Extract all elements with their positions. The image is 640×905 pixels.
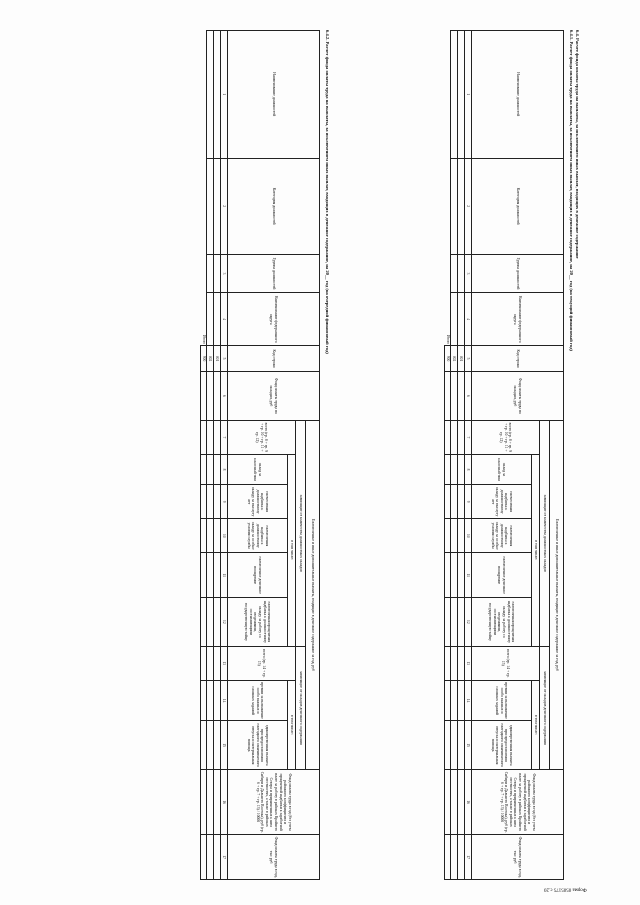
- fot-table-next-year: [200, 30, 320, 880]
- col-header-including: в том числе:: [288, 454, 296, 646]
- col-header-federal-district: Наименование федерального округа: [472, 293, 564, 346]
- col-header-row-code: Код строки: [472, 346, 564, 372]
- num-11: 11: [465, 553, 472, 598]
- total-row: [445, 31, 451, 880]
- col-header-c15: единовременная выплата при предоставлении ежегодного оплачиваемого отпуска и материальная помощь: [228, 721, 288, 770]
- num-16: 16: [465, 770, 472, 835]
- col-header-c12: ежемесячная процентная надбавка к должностному окладу за работу со сведениями, составляющими государственную тайну: [472, 597, 532, 646]
- num-3: 3: [221, 254, 228, 292]
- col-header-including-2: в том числе:: [532, 680, 540, 769]
- total-code: 900: [445, 346, 451, 372]
- row-code-002: 002: [451, 346, 458, 372]
- col-header-position-name: Наименование должностей: [472, 31, 564, 159]
- num-15: 15: [465, 721, 472, 770]
- col-header-c7: всего (гр. 8 + гр. 9 + гр. 10 + гр. 11 + гр. 12): [472, 420, 540, 454]
- num-5: 5: [465, 346, 472, 372]
- col-header-federal-district: Наименование федерального округа: [228, 293, 320, 346]
- num-10: 10: [221, 519, 228, 553]
- form-code: Форма 0505175 с.20: [544, 887, 587, 892]
- fot-table-current-year: [444, 30, 564, 880]
- table-row: [214, 31, 221, 880]
- col-header-salary-based: зависящие от количества должностных окладов: [296, 420, 306, 646]
- col-header-annual-fund-thousand: Фонд оплаты труда в год, тыс руб: [228, 835, 320, 880]
- col-header-group: Группа должностей: [472, 254, 564, 292]
- col-header-c15: единовременная выплата при предоставлении ежегодного оплачиваемого отпуска и материальная помощь: [472, 721, 532, 770]
- num-13: 13: [465, 646, 472, 680]
- section-subheading-current-year: 6.4.1. Расчет фонда оплаты труда на выплаты, за исключением иных выплат, входящих в денежное содержание, на 20__ год (на текущий финансовый год): [569, 30, 574, 351]
- num-15: 15: [221, 721, 228, 770]
- num-17: 17: [221, 835, 228, 880]
- num-2: 2: [465, 158, 472, 254]
- col-header-including-2: в том числе:: [288, 680, 296, 769]
- column-number-row: [465, 31, 472, 880]
- col-header-position-name: Наименование должностей: [228, 31, 320, 159]
- table-row: [458, 31, 465, 880]
- col-header-c10: ежемесячная надбавка к должностному окладу за особые условия службы: [472, 519, 532, 553]
- col-header-c7: всего (гр. 8 + гр. 9 + гр. 10 + гр. 11 + гр. 12): [228, 420, 296, 454]
- col-header-c13: всего (гр. 14 + гр. 15): [228, 646, 296, 680]
- num-8: 8: [221, 454, 228, 484]
- col-header-pay-based: зависящие от окладов денежного содержания: [296, 646, 306, 769]
- col-header-annual-fund-thousand: Фонд оплаты труда в год, тыс руб: [472, 835, 564, 880]
- col-header-c12: ежемесячная процентная надбавка к должностному окладу за работу со сведениями, составляющими государственную тайну: [228, 597, 288, 646]
- num-2: 2: [221, 158, 228, 254]
- num-12: 12: [465, 597, 472, 646]
- num-1: 1: [465, 31, 472, 159]
- col-header-additional-payments: Ежемесячные и иные дополнительные выплаты, входящие в денежное содержание за год, руб: [306, 420, 320, 769]
- num-16: 16: [221, 770, 228, 835]
- section-subheading-next-year: 6.4.2. Расчет фонда оплаты труда на выплаты, за исключением иных выплат, входящих в денежное содержание, на 20__ год (на очередной финансовый год): [325, 30, 330, 354]
- num-9: 9: [465, 484, 472, 518]
- rotated-sheet: [60, 30, 587, 892]
- col-header-salary-fund: Фонд оплаты труда по окладам, руб: [472, 372, 564, 421]
- col-header-c14: премии за выполнение особо важных и сложных заданий: [228, 680, 288, 720]
- num-5: 5: [221, 346, 228, 372]
- col-header-c14: премии за выполнение особо важных и сложных заданий: [472, 680, 532, 720]
- row-code-001: 001: [458, 346, 465, 372]
- num-14: 14: [221, 680, 228, 720]
- section-heading: 6.4. Расчет фонда оплаты труда на выплаты, за исключением иных выплат, входящих в денежное содержание: [575, 30, 580, 259]
- row-code-002: 002: [207, 346, 214, 372]
- num-1: 1: [221, 31, 228, 159]
- row-code-001: 001: [214, 346, 221, 372]
- num-9: 9: [221, 484, 228, 518]
- col-header-pay-based: зависящие от окладов денежного содержания: [540, 646, 550, 769]
- num-6: 6: [465, 372, 472, 421]
- total-row: [201, 31, 207, 880]
- total-label: Итого: [201, 335, 206, 345]
- col-header-salary-based: зависящие от количества должностных окладов: [540, 420, 550, 646]
- col-header-annual-fund-rub: Фонд оплаты труда в год (без учета районного коэффициента и процентной надбавки к заработной плате за работу в районах Крайнего Севера и приравненных к ним местностях, а также в районах Сибири и Дальнего Востока), руб (гр. 6 + гр. 7 + гр. 13) / 10000: [228, 770, 320, 835]
- col-header-annual-fund-rub: Фонд оплаты труда в год (без учета районного коэффициента и процентной надбавки к заработной плате за работу в районах Крайнего Севера и приравненных к ним местностях, а также в районах Сибири и Дальнего Востока), руб (гр. 6 + гр. 7 + гр. 13) / 10000: [472, 770, 564, 835]
- num-4: 4: [221, 293, 228, 346]
- col-header-c9: ежемесячная надбавка к должностному окладу за выслугу лет: [228, 484, 288, 518]
- col-header-c11: ежемесячное денежное поощрение: [472, 553, 532, 598]
- num-11: 11: [221, 553, 228, 598]
- col-header-c9: ежемесячная надбавка к должностному окладу за выслугу лет: [472, 484, 532, 518]
- col-header-additional-payments: Ежемесячные и иные дополнительные выплаты, входящие в денежное содержание за год, руб: [550, 420, 564, 769]
- col-header-category: Категория должностей: [228, 158, 320, 254]
- col-header-c8: оклад за классный чин: [472, 454, 532, 484]
- table-row: [451, 31, 458, 880]
- num-17: 17: [465, 835, 472, 880]
- col-header-c13: всего (гр. 14 + гр. 15): [472, 646, 540, 680]
- num-8: 8: [465, 454, 472, 484]
- col-header-category: Категория должностей: [472, 158, 564, 254]
- num-13: 13: [221, 646, 228, 680]
- num-6: 6: [221, 372, 228, 421]
- col-header-row-code: Код строки: [228, 346, 320, 372]
- col-header-c10: ежемесячная надбавка к должностному окладу за особые условия службы: [228, 519, 288, 553]
- num-7: 7: [221, 420, 228, 454]
- col-header-group: Группа должностей: [228, 254, 320, 292]
- col-header-salary-fund: Фонд оплаты труда по окладам, руб: [228, 372, 320, 421]
- num-12: 12: [221, 597, 228, 646]
- col-header-including: в том числе:: [532, 454, 540, 646]
- num-7: 7: [465, 420, 472, 454]
- col-header-c11: ежемесячное денежное поощрение: [228, 553, 288, 598]
- total-code: 900: [201, 346, 207, 372]
- table-row: [207, 31, 214, 880]
- col-header-c8: оклад за классный чин: [228, 454, 288, 484]
- num-3: 3: [465, 254, 472, 292]
- num-4: 4: [465, 293, 472, 346]
- column-number-row: [221, 31, 228, 880]
- num-10: 10: [465, 519, 472, 553]
- num-14: 14: [465, 680, 472, 720]
- total-label: Итого: [445, 335, 450, 345]
